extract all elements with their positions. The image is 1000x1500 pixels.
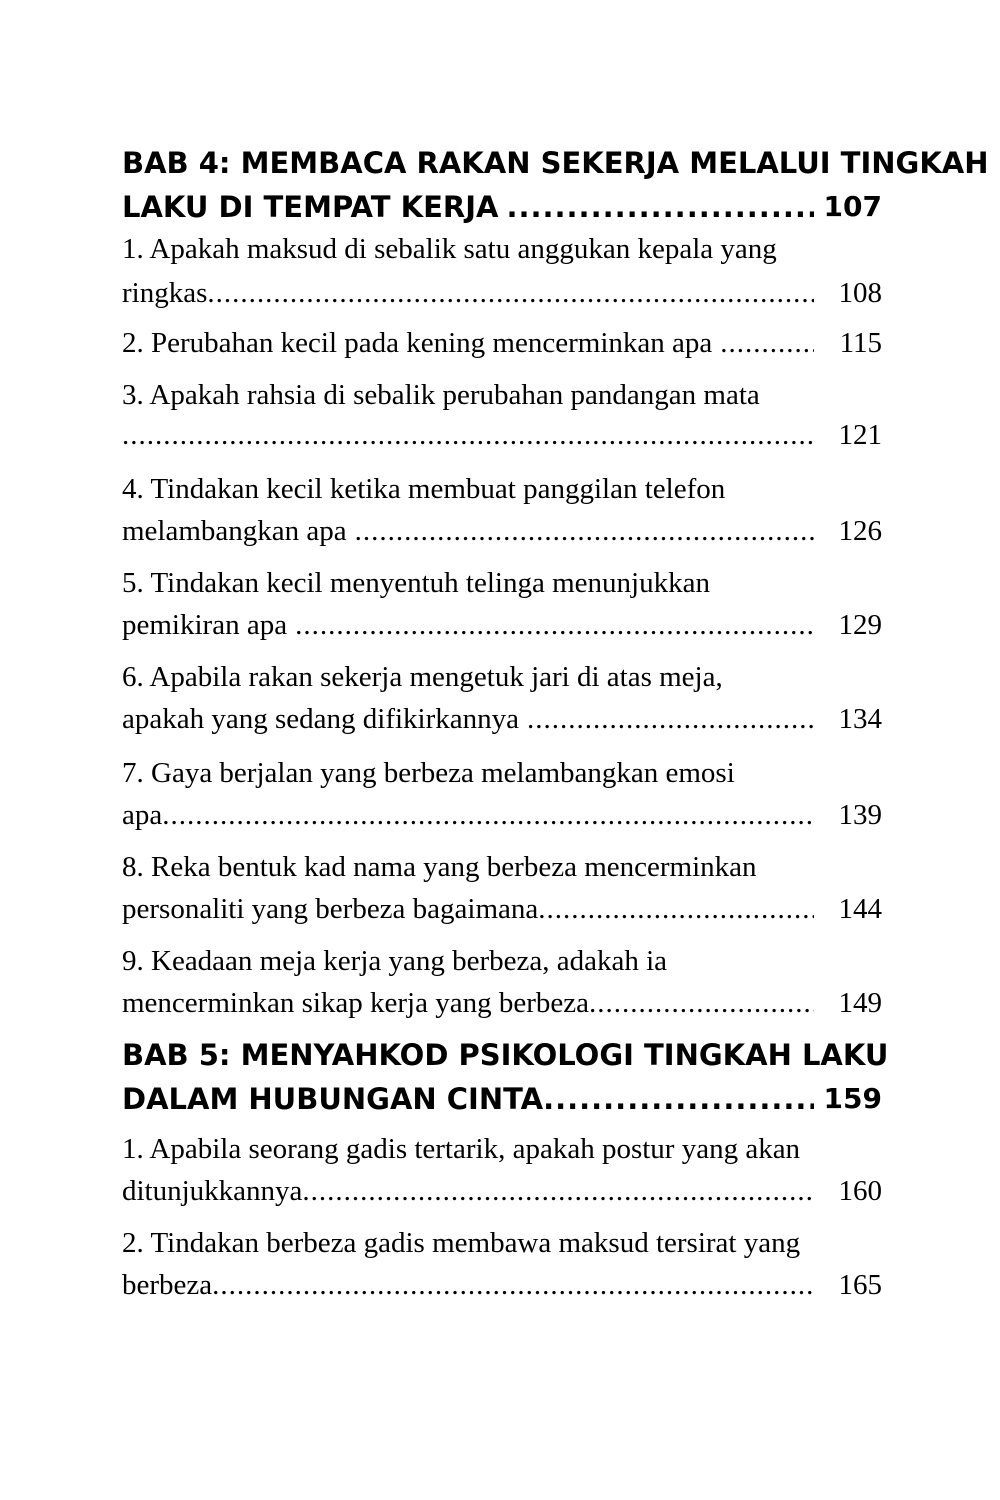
chapter-5-title-line2-row bbox=[122, 1082, 882, 1116]
leader-dots bbox=[543, 1082, 814, 1116]
toc-entry-page: 139 bbox=[838, 799, 882, 831]
toc-entry-page: 160 bbox=[838, 1175, 882, 1207]
leader-dots bbox=[355, 514, 814, 548]
leader-dots bbox=[212, 1268, 814, 1302]
toc-entry-line2: mencerminkan sikap kerja yang berbeza bbox=[122, 987, 590, 1019]
leader-dots bbox=[589, 986, 814, 1020]
chapter-4-title-line1: BAB 4: MEMBACA RAKAN SEKERJA MELALUI TINGKAH bbox=[122, 146, 989, 180]
toc-entry-line2: melambangkan apa bbox=[122, 515, 347, 547]
toc-entry-line2-row bbox=[122, 702, 882, 736]
toc-entry bbox=[122, 1226, 882, 1302]
toc-entry-page: 108 bbox=[838, 277, 882, 309]
toc-entry bbox=[122, 566, 882, 642]
chapter-4-heading bbox=[122, 146, 989, 224]
chapter-5-title-line1: BAB 5: MENYAHKOD PSIKOLOGI TINGKAH LAKU bbox=[122, 1038, 889, 1072]
toc-entry-page: 121 bbox=[838, 419, 882, 451]
toc-entry-row bbox=[122, 326, 882, 360]
toc-entry-line1: 8. Reka bentuk kad nama yang berbeza mencerminkan bbox=[122, 851, 757, 883]
toc-entry-line1: 5. Tindakan kecil menyentuh telinga menunjukkan bbox=[122, 567, 710, 599]
toc-entry-line1: 2. Perubahan kecil pada kening mencerminkan apa bbox=[122, 327, 713, 359]
toc-entry-line2-row bbox=[122, 514, 882, 548]
leader-dots bbox=[720, 326, 814, 360]
toc-entry-line1: 4. Tindakan kecil ketika membuat panggilan telefon bbox=[122, 473, 726, 505]
toc-entry-line2: ringkas bbox=[122, 277, 208, 309]
chapter-4-title-line2-row bbox=[122, 190, 882, 224]
toc-entry-page: 126 bbox=[838, 515, 882, 547]
toc-entry bbox=[122, 326, 882, 360]
toc-entry-page: 144 bbox=[838, 893, 882, 925]
toc-entry-line2-row bbox=[122, 418, 882, 452]
leader-dots bbox=[162, 798, 814, 832]
toc-entry bbox=[122, 660, 882, 736]
toc-entry-line2-row bbox=[122, 892, 882, 926]
chapter-4-page: 107 bbox=[823, 190, 882, 223]
toc-entry-line1: 6. Apabila rakan sekerja mengetuk jari di atas meja, bbox=[122, 661, 723, 693]
toc-entry bbox=[122, 1132, 882, 1208]
chapter-4-title-line2: LAKU DI TEMPAT KERJA bbox=[122, 190, 499, 224]
toc-entry-line2: ditunjukkannya bbox=[122, 1175, 303, 1207]
leader-dots bbox=[295, 608, 814, 642]
toc-entry-line2: pemikiran apa bbox=[122, 609, 288, 641]
chapter-5-heading bbox=[122, 1038, 889, 1116]
toc-entry bbox=[122, 472, 882, 548]
toc-entry-line2: personaliti yang berbeza bagaimana bbox=[122, 893, 539, 925]
chapter-5-page: 159 bbox=[823, 1082, 882, 1115]
toc-entry-line2: apakah yang sedang difikirkannya bbox=[122, 703, 519, 735]
chapter-5-title-line2: DALAM HUBUNGAN CINTA bbox=[122, 1082, 544, 1116]
toc-entry-line2: berbeza bbox=[122, 1269, 213, 1301]
toc-entry-page: 149 bbox=[838, 987, 882, 1019]
toc-entry-line2-row bbox=[122, 986, 882, 1020]
toc-entry-line2-row bbox=[122, 608, 882, 642]
leader-dots bbox=[538, 892, 814, 926]
toc-entry-line1: 9. Keadaan meja kerja yang berbeza, adakah ia bbox=[122, 945, 668, 977]
toc-entry-line2: apa bbox=[122, 799, 163, 831]
toc-entry bbox=[122, 232, 882, 310]
toc-entry-line2-row bbox=[122, 276, 882, 310]
toc-entry-line1: 3. Apakah rahsia di sebalik perubahan pandangan mata bbox=[122, 379, 760, 411]
toc-entry-page: 115 bbox=[839, 327, 882, 359]
toc-entry-page: 165 bbox=[838, 1269, 882, 1301]
toc-entry-line1: 1. Apakah maksud di sebalik satu anggukan kepala yang bbox=[122, 233, 777, 265]
leader-dots bbox=[302, 1174, 814, 1208]
toc-entry bbox=[122, 378, 882, 452]
toc-entry bbox=[122, 756, 882, 832]
toc-entry-line1: 1. Apabila seorang gadis tertarik, apakah postur yang akan bbox=[122, 1133, 801, 1165]
toc-entry-page: 129 bbox=[838, 609, 882, 641]
toc-entry-line2-row bbox=[122, 1174, 882, 1208]
toc-entry-line1: 2. Tindakan berbeza gadis membawa maksud tersirat yang bbox=[122, 1227, 801, 1259]
leader-dots bbox=[527, 702, 814, 736]
toc-entry-line2-row bbox=[122, 1268, 882, 1302]
leader-dots bbox=[207, 276, 814, 310]
toc-entry-line2-row bbox=[122, 798, 882, 832]
toc-entry-page: 134 bbox=[838, 703, 882, 735]
toc-entry-line1: 7. Gaya berjalan yang berbeza melambangkan emosi bbox=[122, 757, 735, 789]
toc-entry bbox=[122, 944, 882, 1020]
toc-entry bbox=[122, 850, 882, 926]
leader-dots bbox=[506, 190, 814, 224]
leader-dots bbox=[122, 418, 814, 452]
